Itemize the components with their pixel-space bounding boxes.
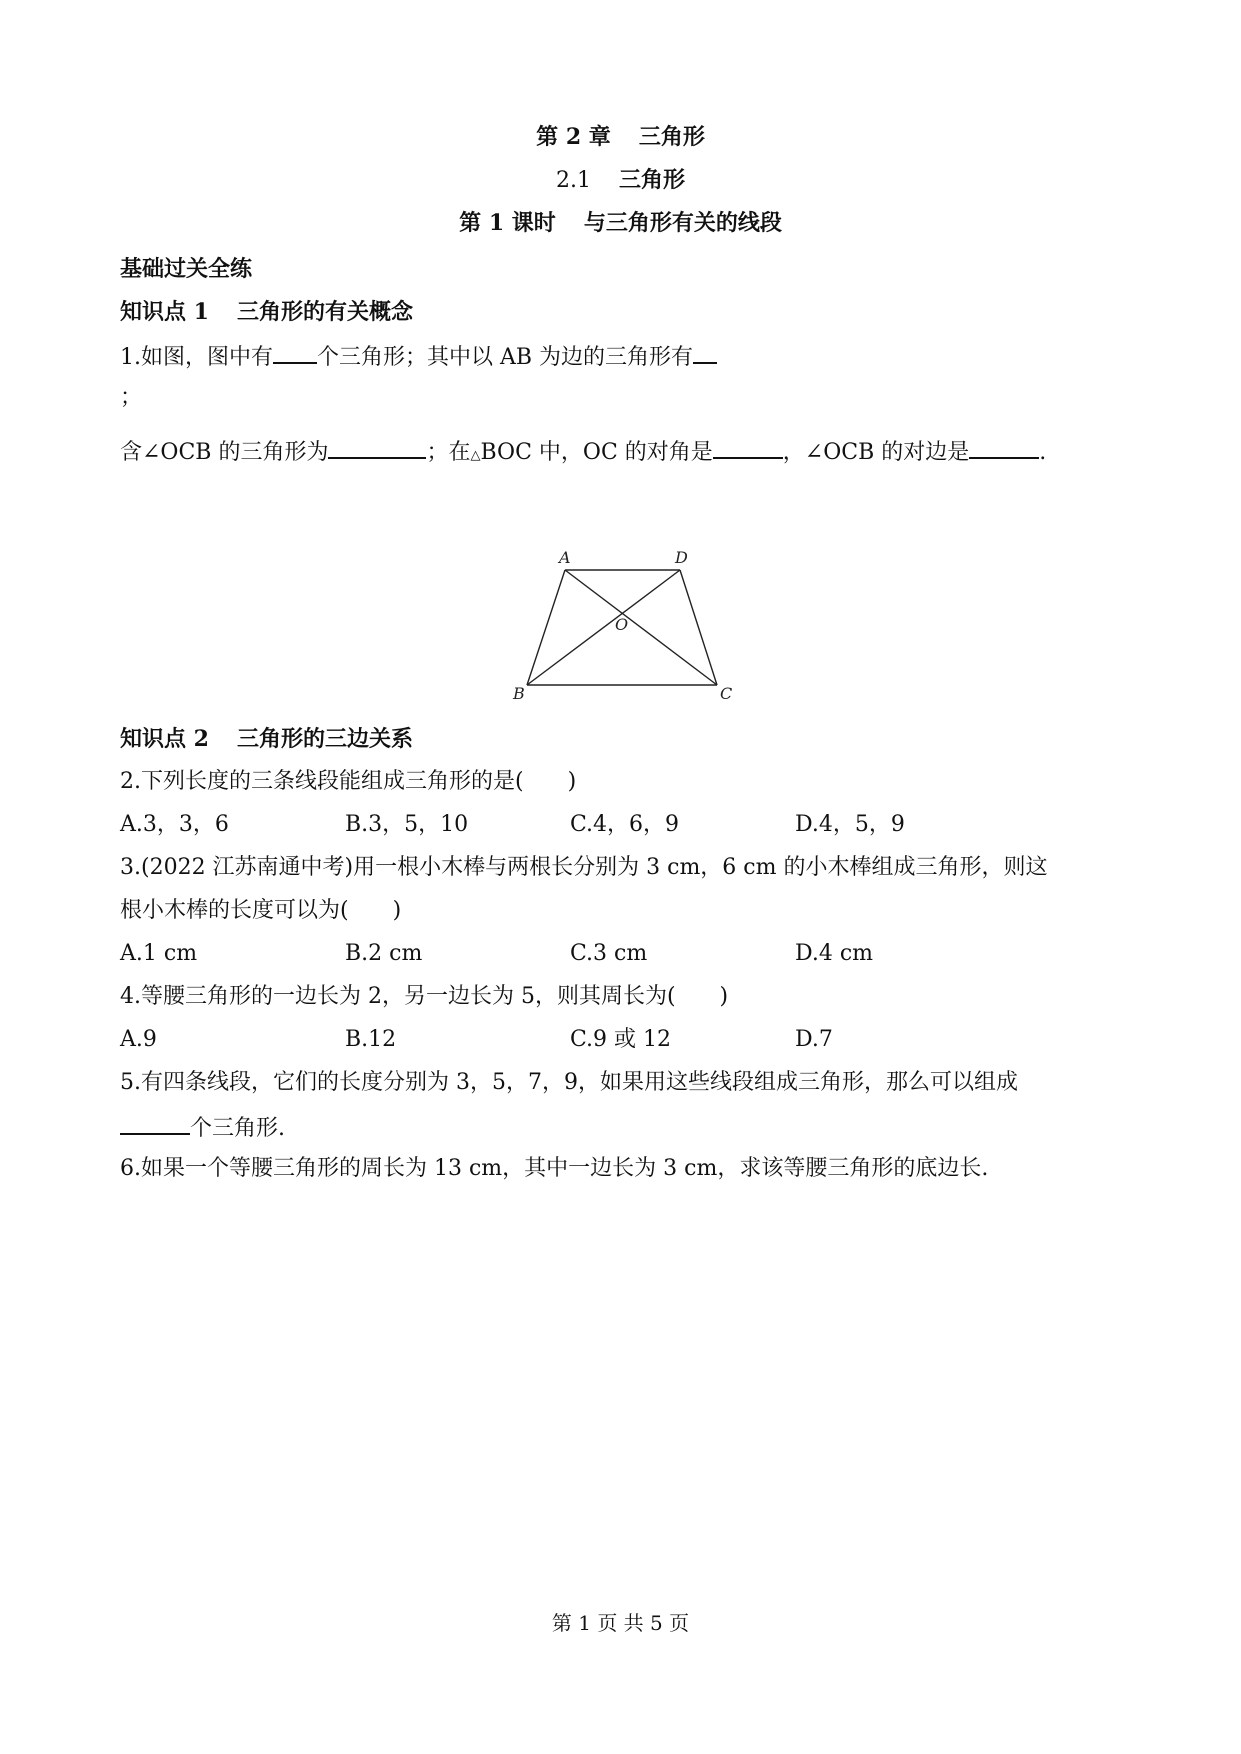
question-5-line-1: 5.有四条线段，它们的长度分别为 3，5，7，9，如果用这些线段组成三角形，那么可以组成 [120, 1070, 1018, 1095]
diagonal-bd [527, 570, 680, 685]
kp2-title: 三角形的三边关系 [236, 726, 413, 752]
vertex-label-b: B [513, 684, 525, 703]
triangle-symbol: △ [470, 448, 481, 463]
vertex-label-c: C [720, 684, 733, 703]
question-4-stem: 4.等腰三角形的一边长为 2，另一边长为 5，则其周长为( ) [120, 984, 729, 1009]
question-3-line-1: 3.(2022 江苏南通中考)用一根小木棒与两根长分别为 3 cm，6 cm 的小木棒组成三角形，则这 [120, 855, 1048, 880]
section-number: 2.1 [555, 168, 591, 193]
question-5-line-2 [120, 1111, 285, 1144]
chapter-heading [0, 122, 1241, 152]
diagonal-ac [565, 570, 717, 685]
knowledge-point-1 [120, 297, 413, 327]
q2-option-c[interactable]: C.4，6，9 [570, 812, 680, 837]
vertex-label-o: O [615, 615, 629, 634]
q1-blank-ab-triangles[interactable] [693, 340, 717, 364]
q5-blank-triangle-count[interactable] [120, 1111, 190, 1135]
q3-option-b[interactable]: B.2 cm [345, 941, 423, 966]
q2-option-a[interactable]: A.3，3，6 [120, 812, 229, 837]
q4-option-d[interactable]: D.7 [795, 1027, 833, 1052]
q1-text-d: ；在 [426, 440, 471, 465]
q4-option-b[interactable]: B.12 [345, 1027, 397, 1052]
q3-option-c[interactable]: C.3 cm [570, 941, 648, 966]
trapezoid-figure [505, 545, 745, 715]
q1-text-a: 1.如图，图中有 [120, 345, 273, 370]
section-heading [0, 165, 1241, 196]
kp2-label: 知识点 2 [120, 726, 209, 752]
chapter-title: 三角形 [638, 124, 705, 150]
q1-text-c: 含∠OCB 的三角形为 [120, 440, 329, 465]
chapter-number: 第 2 章 [536, 124, 611, 150]
q2-option-b[interactable]: B.3，5，10 [345, 812, 469, 837]
segment-dc [680, 570, 717, 685]
q3-option-a[interactable]: A.1 cm [120, 941, 198, 966]
question-6-stem: 6.如果一个等腰三角形的周长为 13 cm，其中一边长为 3 cm，求该等腰三角形的底边长. [120, 1156, 989, 1181]
question-1-line-1 [120, 340, 717, 373]
vertex-label-d: D [675, 548, 688, 567]
q1-blank-ocb-triangles[interactable] [328, 435, 426, 459]
question-1-line-2: ； [120, 385, 143, 410]
lesson-number: 第 1 课时 [459, 210, 556, 236]
page-number: 第 1 页 共 5 页 [551, 1611, 690, 1635]
q2-option-d[interactable]: D.4，5，9 [795, 812, 905, 837]
question-2-stem: 2.下列长度的三条线段能组成三角形的是( ) [120, 769, 577, 794]
kp1-title: 三角形的有关概念 [236, 299, 413, 325]
q1-text-f: ，∠OCB 的对边是 [782, 440, 970, 465]
segment-ab [527, 570, 565, 685]
q1-blank-triangle-count[interactable] [273, 340, 317, 364]
q3-option-d[interactable]: D.4 cm [795, 941, 874, 966]
q1-blank-opposite-side[interactable] [969, 435, 1039, 459]
section-title: 三角形 [618, 167, 685, 193]
question-3-line-2: 根小木棒的长度可以为( ) [120, 898, 402, 923]
q1-blank-opposite-angle[interactable] [713, 435, 783, 459]
practice-heading: 基础过关全练 [120, 256, 253, 282]
vertex-label-a: A [559, 548, 571, 567]
lesson-heading [0, 208, 1241, 238]
knowledge-point-2 [120, 724, 413, 754]
q1-text-g: . [1039, 440, 1047, 465]
q5-text-suffix: 个三角形. [190, 1116, 285, 1141]
q4-option-c[interactable]: C.9 或 12 [570, 1027, 672, 1052]
q4-option-a[interactable]: A.9 [120, 1027, 157, 1052]
question-1-line-3 [120, 435, 1046, 471]
q1-text-b: 个三角形；其中以 AB 为边的三角形有 [317, 345, 694, 370]
kp1-label: 知识点 1 [120, 299, 209, 325]
lesson-title: 与三角形有关的线段 [583, 210, 782, 236]
q1-text-e: BOC 中，OC 的对角是 [480, 440, 713, 465]
